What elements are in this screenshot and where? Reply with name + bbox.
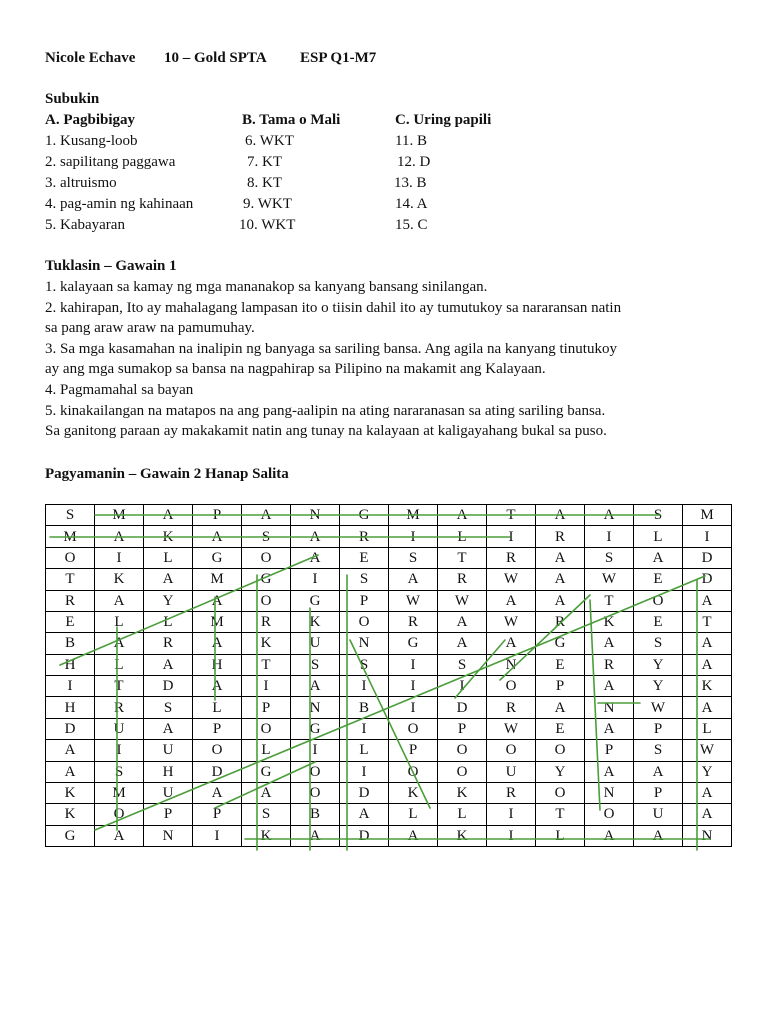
grid-cell: O (193, 740, 242, 761)
grid-cell: R (487, 697, 536, 718)
grid-cell: T (95, 676, 144, 697)
grid-cell: O (340, 611, 389, 632)
grid-cell: A (438, 633, 487, 654)
grid-cell: L (389, 804, 438, 825)
grid-cell: O (291, 761, 340, 782)
grid-cell: P (144, 804, 193, 825)
answer-item: 2. sapilitang paggawa (45, 154, 176, 170)
grid-cell: O (536, 740, 585, 761)
grid-cell: R (46, 590, 95, 611)
grid-cell: A (144, 569, 193, 590)
grid-cell: E (634, 569, 683, 590)
grid-cell: O (634, 590, 683, 611)
grid-row (46, 804, 732, 825)
grid-cell: A (536, 569, 585, 590)
grid-cell: O (487, 676, 536, 697)
grid-cell: P (438, 718, 487, 739)
grid-row (46, 718, 732, 739)
grid-row (46, 676, 732, 697)
grid-cell: M (46, 526, 95, 547)
grid-cell: S (634, 633, 683, 654)
grid-cell: M (95, 505, 144, 526)
grid-cell: O (242, 718, 291, 739)
grid-cell: U (144, 782, 193, 803)
grid-cell: S (634, 505, 683, 526)
grid-cell: A (46, 740, 95, 761)
grid-cell: K (683, 676, 732, 697)
answer-item: 13. B (394, 175, 427, 191)
answer-line: sa pang araw araw na pamumuhay. (45, 320, 255, 337)
grid-cell: Y (536, 761, 585, 782)
tuklasin-answers (45, 277, 735, 442)
grid-cell: R (144, 633, 193, 654)
grid-cell: O (291, 782, 340, 803)
grid-cell: W (585, 569, 634, 590)
grid-cell: L (95, 654, 144, 675)
grid-cell: K (438, 825, 487, 846)
grid-cell: A (193, 676, 242, 697)
grid-cell: P (389, 740, 438, 761)
grid-cell: U (487, 761, 536, 782)
word-search-table (45, 504, 732, 847)
grid-cell: R (536, 611, 585, 632)
grid-cell: T (438, 547, 487, 568)
grid-cell: I (193, 825, 242, 846)
grid-cell: B (340, 697, 389, 718)
grid-cell: I (683, 526, 732, 547)
grid-cell: O (46, 547, 95, 568)
grid-cell: A (291, 676, 340, 697)
grid-cell: T (683, 611, 732, 632)
grid-cell: H (144, 761, 193, 782)
grid-cell: M (389, 505, 438, 526)
grid-cell: U (291, 633, 340, 654)
grid-cell: O (438, 761, 487, 782)
grid-row (46, 526, 732, 547)
grid-cell: O (242, 590, 291, 611)
grid-cell: L (438, 804, 487, 825)
grid-cell: L (193, 697, 242, 718)
col-c-heading: C. Uring papili (395, 112, 492, 128)
grid-cell: I (438, 676, 487, 697)
grid-cell: W (487, 611, 536, 632)
grid-cell: R (389, 611, 438, 632)
grid-cell: B (291, 804, 340, 825)
grid-cell: A (683, 804, 732, 825)
grid-cell: S (340, 654, 389, 675)
grid-cell: S (291, 654, 340, 675)
grid-cell: A (634, 825, 683, 846)
grid-cell: N (291, 697, 340, 718)
grid-cell: T (487, 505, 536, 526)
grid-cell: A (193, 782, 242, 803)
grid-cell: S (634, 740, 683, 761)
grid-cell: A (95, 633, 144, 654)
grid-row (46, 590, 732, 611)
grid-cell: A (585, 676, 634, 697)
answer-line: Sa ganitong paraan ay makakamit natin ang tunay na kalayaan at kaligayahang bukal sa puso. (45, 423, 607, 440)
answer-line: 5. kinakailangan na matapos na ang pang-aalipin na ating nararanasan sa ating sariling bansa. (45, 402, 606, 419)
grid-cell: R (536, 526, 585, 547)
grid-cell: T (242, 654, 291, 675)
grid-cell: A (683, 697, 732, 718)
grid-cell: A (683, 654, 732, 675)
grid-cell: K (46, 782, 95, 803)
class-section: 10 – Gold SPTA (164, 50, 267, 66)
student-name: Nicole Echave (45, 50, 136, 66)
answer-item: 8. KT (247, 175, 282, 191)
grid-cell: S (389, 547, 438, 568)
answer-line: 1. kalayaan sa kamay ng mga mananakop sa kanyang bansang sinilangan. (45, 279, 488, 295)
grid-row (46, 697, 732, 718)
grid-cell: A (291, 825, 340, 846)
grid-row (46, 761, 732, 782)
grid-cell: Y (144, 590, 193, 611)
grid-cell: U (95, 718, 144, 739)
answer-item: 5. Kabayaran (45, 217, 125, 233)
grid-cell: I (487, 825, 536, 846)
grid-cell: W (634, 697, 683, 718)
grid-cell: A (95, 526, 144, 547)
grid-cell: A (536, 590, 585, 611)
grid-cell: K (242, 633, 291, 654)
grid-cell: D (46, 718, 95, 739)
grid-cell: R (95, 697, 144, 718)
grid-cell: O (536, 782, 585, 803)
grid-cell: A (291, 547, 340, 568)
grid-cell: A (291, 526, 340, 547)
grid-cell: T (46, 569, 95, 590)
grid-cell: M (683, 505, 732, 526)
grid-cell: D (683, 569, 732, 590)
grid-cell: N (585, 697, 634, 718)
subject-code: ESP Q1-M7 (300, 50, 377, 66)
answer-item: 1. Kusang-loob (45, 133, 138, 149)
grid-cell: L (683, 718, 732, 739)
grid-cell: I (487, 804, 536, 825)
grid-cell: W (683, 740, 732, 761)
grid-row (46, 633, 732, 654)
grid-row (46, 611, 732, 632)
grid-cell: K (291, 611, 340, 632)
grid-cell: L (438, 526, 487, 547)
grid-cell: I (291, 569, 340, 590)
grid-row (46, 547, 732, 568)
grid-cell: I (389, 676, 438, 697)
grid-cell: N (340, 633, 389, 654)
grid-cell: D (193, 761, 242, 782)
grid-row (46, 825, 732, 846)
answer-item: 6. WKT (245, 133, 294, 149)
grid-cell: U (634, 804, 683, 825)
grid-cell: L (242, 740, 291, 761)
grid-cell: S (46, 505, 95, 526)
grid-cell: E (340, 547, 389, 568)
grid-cell: S (242, 804, 291, 825)
grid-cell: G (242, 569, 291, 590)
grid-cell: P (193, 718, 242, 739)
grid-cell: G (193, 547, 242, 568)
grid-cell: A (683, 633, 732, 654)
answer-line: 4. Pagmamahal sa bayan (45, 381, 194, 398)
grid-cell: I (291, 740, 340, 761)
grid-cell: P (634, 718, 683, 739)
grid-cell: E (46, 611, 95, 632)
grid-cell: A (634, 761, 683, 782)
grid-cell: N (683, 825, 732, 846)
grid-cell: D (683, 547, 732, 568)
grid-cell: W (487, 569, 536, 590)
grid-cell: I (389, 654, 438, 675)
grid-cell: P (585, 740, 634, 761)
grid-cell: D (340, 825, 389, 846)
answer-line: 2. kahirapan, Ito ay mahalagang lampasan ito o tiisin dahil ito ay tumutukoy sa nararansan natin (45, 299, 622, 316)
grid-cell: K (389, 782, 438, 803)
grid-cell: D (340, 782, 389, 803)
grid-cell: E (536, 654, 585, 675)
grid-cell: A (438, 505, 487, 526)
pagyamanin-title: Pagyamanin – Gawain 2 Hanap Salita (45, 466, 289, 482)
grid-cell: O (585, 804, 634, 825)
grid-cell: A (438, 611, 487, 632)
grid-cell: P (193, 505, 242, 526)
grid-cell: A (389, 825, 438, 846)
grid-cell: I (95, 740, 144, 761)
grid-row (46, 740, 732, 761)
grid-cell: G (46, 825, 95, 846)
grid-cell: L (95, 611, 144, 632)
answer-item: 4. pag-amin ng kahinaan (45, 196, 194, 212)
grid-cell: H (46, 697, 95, 718)
grid-cell: I (487, 526, 536, 547)
grid-cell: U (144, 740, 193, 761)
answer-item: 14. A (395, 196, 428, 212)
grid-cell: A (683, 782, 732, 803)
grid-cell: L (144, 547, 193, 568)
grid-cell: O (487, 740, 536, 761)
answer-line: 3. Sa mga kasamahan na inalipin ng banyaga sa sariling bansa. Ang agila na kanyang tinutukoy (45, 340, 617, 357)
answer-line: ay ang mga sumakop sa bansa na nagpahirap sa Pilipino na makamit ang Kalayaan. (45, 361, 546, 378)
grid-cell: I (46, 676, 95, 697)
answer-item: 12. D (397, 154, 431, 170)
grid-cell: A (242, 505, 291, 526)
grid-cell: K (585, 611, 634, 632)
grid-cell: A (193, 633, 242, 654)
grid-cell: K (144, 526, 193, 547)
grid-cell: A (585, 633, 634, 654)
grid-cell: I (389, 526, 438, 547)
grid-cell: O (389, 761, 438, 782)
grid-cell: O (242, 547, 291, 568)
grid-cell: M (193, 569, 242, 590)
grid-cell: G (242, 761, 291, 782)
grid-cell: P (340, 590, 389, 611)
grid-cell: A (634, 547, 683, 568)
grid-cell: W (487, 718, 536, 739)
answer-item: 7. KT (247, 154, 282, 170)
grid-cell: R (487, 547, 536, 568)
grid-cell: Y (683, 761, 732, 782)
grid-cell: P (193, 804, 242, 825)
grid-cell: A (144, 505, 193, 526)
grid-cell: R (242, 611, 291, 632)
grid-cell: P (536, 676, 585, 697)
grid-cell: A (389, 569, 438, 590)
grid-cell: I (340, 761, 389, 782)
answer-item: 3. altruismo (45, 175, 117, 191)
grid-cell: L (340, 740, 389, 761)
grid-cell: N (585, 782, 634, 803)
grid-cell: A (585, 718, 634, 739)
grid-cell: G (291, 590, 340, 611)
grid-cell: I (242, 676, 291, 697)
grid-cell: P (634, 782, 683, 803)
grid-cell: D (438, 697, 487, 718)
grid-cell: O (389, 718, 438, 739)
grid-cell: A (487, 633, 536, 654)
grid-cell: A (242, 782, 291, 803)
col-b-heading: B. Tama o Mali (242, 112, 341, 128)
grid-cell: T (585, 590, 634, 611)
grid-row (46, 569, 732, 590)
grid-cell: R (438, 569, 487, 590)
grid-cell: W (389, 590, 438, 611)
grid-cell: T (536, 804, 585, 825)
grid-cell: A (144, 718, 193, 739)
grid-cell: A (585, 761, 634, 782)
word-search-grid (45, 504, 721, 847)
grid-cell: O (95, 804, 144, 825)
grid-cell: A (585, 505, 634, 526)
grid-cell: L (144, 611, 193, 632)
col-a-heading: A. Pagbibigay (45, 112, 136, 128)
grid-cell: A (340, 804, 389, 825)
grid-cell: N (487, 654, 536, 675)
grid-cell: L (634, 526, 683, 547)
grid-cell: Y (634, 654, 683, 675)
grid-cell: R (585, 654, 634, 675)
grid-cell: A (585, 825, 634, 846)
grid-cell: K (95, 569, 144, 590)
grid-cell: S (585, 547, 634, 568)
grid-cell: E (536, 718, 585, 739)
grid-cell: A (144, 654, 193, 675)
grid-cell: M (95, 782, 144, 803)
grid-cell: A (193, 526, 242, 547)
answer-item: 10. WKT (239, 217, 296, 233)
grid-cell: S (242, 526, 291, 547)
grid-cell: S (438, 654, 487, 675)
grid-cell: A (487, 590, 536, 611)
grid-cell: H (193, 654, 242, 675)
grid-cell: P (242, 697, 291, 718)
grid-cell: N (291, 505, 340, 526)
grid-cell: I (389, 697, 438, 718)
grid-cell: G (291, 718, 340, 739)
grid-cell: Y (634, 676, 683, 697)
grid-cell: A (95, 590, 144, 611)
grid-cell: A (536, 505, 585, 526)
grid-cell: K (46, 804, 95, 825)
grid-cell: K (438, 782, 487, 803)
subukin-title: Subukin (45, 91, 100, 107)
grid-cell: M (193, 611, 242, 632)
grid-row (46, 782, 732, 803)
answer-item: 9. WKT (243, 196, 292, 212)
grid-cell: I (95, 547, 144, 568)
grid-cell: G (536, 633, 585, 654)
grid-cell: L (536, 825, 585, 846)
grid-cell: E (634, 611, 683, 632)
grid-cell: A (193, 590, 242, 611)
grid-cell: A (683, 590, 732, 611)
grid-cell: O (438, 740, 487, 761)
grid-cell: A (46, 761, 95, 782)
answer-item: 15. C (395, 217, 428, 233)
answer-item: 11. B (395, 133, 427, 149)
grid-cell: S (144, 697, 193, 718)
grid-cell: W (438, 590, 487, 611)
grid-row (46, 505, 732, 526)
grid-cell: A (536, 547, 585, 568)
grid-cell: A (95, 825, 144, 846)
grid-cell: I (340, 676, 389, 697)
grid-cell: A (536, 697, 585, 718)
grid-cell: K (242, 825, 291, 846)
grid-cell: N (144, 825, 193, 846)
grid-cell: R (340, 526, 389, 547)
grid-cell: D (144, 676, 193, 697)
grid-cell: S (95, 761, 144, 782)
grid-cell: R (487, 782, 536, 803)
grid-cell: G (389, 633, 438, 654)
grid-cell: H (46, 654, 95, 675)
grid-row (46, 654, 732, 675)
grid-cell: I (340, 718, 389, 739)
grid-cell: B (46, 633, 95, 654)
tuklasin-title: Tuklasin – Gawain 1 (45, 258, 177, 274)
grid-cell: I (585, 526, 634, 547)
grid-cell: S (340, 569, 389, 590)
grid-cell: G (340, 505, 389, 526)
